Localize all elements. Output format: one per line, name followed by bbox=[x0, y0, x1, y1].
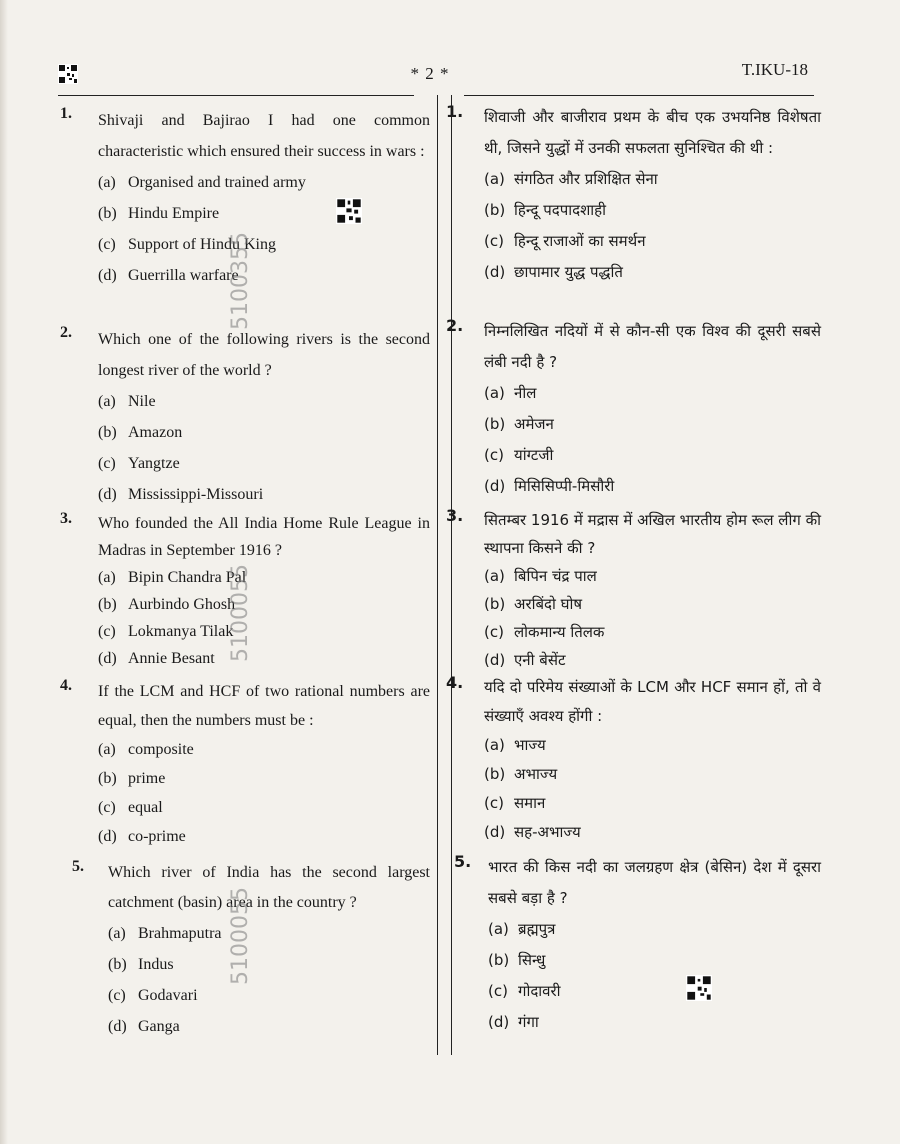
question-text: Which one of the following rivers is the second longest river of the world ? bbox=[98, 331, 430, 379]
options bbox=[98, 167, 430, 291]
question-number: 5. bbox=[454, 852, 472, 871]
option-c: (c) equal bbox=[98, 799, 163, 816]
option-a: (a) Bipin Chandra Pal bbox=[98, 569, 247, 586]
question-1-hi bbox=[446, 102, 821, 288]
option-b: (b) Amazon bbox=[98, 424, 183, 441]
question-5-hi bbox=[446, 852, 821, 1038]
question-text: शिवाजी और बाजीराव प्रथम के बीच एक उभयनिष्ठ विशेषता थी, जिसने युद्धों में उनकी सफलता सुनिश्चित की थी : bbox=[484, 108, 821, 157]
option-a: (a) भाज्य bbox=[484, 736, 546, 754]
qr-code-icon bbox=[686, 975, 712, 1001]
option-d: (d) गंगा bbox=[488, 1013, 539, 1031]
question-number: 1. bbox=[60, 105, 72, 122]
options bbox=[488, 914, 821, 1038]
page-header bbox=[58, 60, 808, 90]
option-d: (d) Guerrilla warfare bbox=[98, 267, 239, 284]
option-a: (a) नील bbox=[484, 384, 537, 402]
option-b: (b) सिन्धु bbox=[488, 951, 546, 969]
options bbox=[98, 735, 430, 851]
page-number: * 2 * bbox=[410, 64, 450, 83]
paper-code: T.IKU-18 bbox=[741, 60, 808, 79]
options bbox=[98, 564, 430, 672]
options bbox=[484, 562, 821, 674]
option-c: (c) Yangtze bbox=[98, 455, 180, 472]
qr-code-icon bbox=[336, 198, 362, 224]
question-text: सितम्बर 1916 में मद्रास में अखिल भारतीय होम रूल लीग की स्थापना किसने की ? bbox=[484, 511, 821, 557]
question-text: Shivaji and Bajirao I had one common characteristic which ensured their success in wars : bbox=[98, 112, 430, 160]
question-number: 4. bbox=[446, 673, 464, 692]
options bbox=[484, 378, 821, 502]
options bbox=[98, 386, 430, 510]
question-number: 5. bbox=[72, 858, 84, 875]
serial-watermark: 5100055 bbox=[228, 887, 253, 985]
option-c: (c) Support of Hindu King bbox=[98, 236, 276, 253]
question-3-hi bbox=[446, 506, 821, 674]
option-a: (a) संगठित और प्रशिक्षित सेना bbox=[484, 170, 658, 188]
option-c: (c) Lokmanya Tilak bbox=[98, 623, 234, 640]
question-number: 2. bbox=[60, 324, 72, 341]
option-d: (d) co-prime bbox=[98, 828, 186, 845]
option-c: (c) Godavari bbox=[108, 987, 198, 1004]
question-text: भारत की किस नदी का जलग्रहण क्षेत्र (बेसिन) देश में दूसरा सबसे बड़ा है ? bbox=[488, 858, 821, 907]
option-b: (b) अरबिंदो घोष bbox=[484, 595, 583, 613]
option-a: (a) Nile bbox=[98, 393, 156, 410]
question-2-hi bbox=[446, 316, 821, 502]
qr-code-icon bbox=[58, 64, 78, 84]
question-text: निम्नलिखित नदियों में से कौन-सी एक विश्व की दूसरी सबसे लंबी नदी है ? bbox=[484, 322, 821, 371]
header-rule-right bbox=[464, 95, 814, 96]
page-edge bbox=[0, 0, 8, 1144]
option-b: (b) Aurbindo Ghosh bbox=[98, 596, 236, 613]
option-b: (b) Indus bbox=[108, 956, 174, 973]
option-a: (a) Brahmaputra bbox=[108, 925, 222, 942]
options bbox=[484, 164, 821, 288]
option-d: (d) छापामार युद्ध पद्धति bbox=[484, 263, 623, 281]
option-c: (c) गोदावरी bbox=[488, 982, 561, 1000]
option-d: (d) सह-अभाज्य bbox=[484, 823, 581, 841]
option-b: (b) अभाज्य bbox=[484, 765, 558, 783]
question-number: 3. bbox=[446, 506, 464, 525]
option-b: (b) prime bbox=[98, 770, 166, 787]
option-c: (c) लोकमान्य तिलक bbox=[484, 623, 605, 641]
option-a: (a) composite bbox=[98, 741, 194, 758]
option-d: (d) एनी बेसेंट bbox=[484, 651, 566, 669]
option-c: (c) यांग्टजी bbox=[484, 446, 554, 464]
header-rule-left bbox=[58, 95, 414, 96]
option-c: (c) हिन्दू राजाओं का समर्थन bbox=[484, 232, 646, 250]
question-2-en bbox=[60, 324, 430, 510]
question-number: 4. bbox=[60, 677, 72, 694]
question-text: यदि दो परिमेय संख्याओं के LCM और HCF समान हों, तो वे संख्याएँ अवश्य होंगी : bbox=[484, 678, 821, 725]
column-divider bbox=[437, 95, 438, 1055]
option-b: (b) हिन्दू पदपादशाही bbox=[484, 201, 607, 219]
question-number: 3. bbox=[60, 510, 72, 527]
option-a: (a) ब्रह्मपुत्र bbox=[488, 920, 556, 938]
option-d: (d) Mississippi-Missouri bbox=[98, 486, 264, 503]
options bbox=[484, 731, 821, 847]
option-b: (b) Hindu Empire bbox=[98, 205, 220, 222]
option-d: (d) Ganga bbox=[108, 1018, 180, 1035]
serial-watermark: 5100355 bbox=[228, 232, 253, 330]
question-text: Who founded the All India Home Rule League in Madras in September 1916 ? bbox=[98, 515, 430, 559]
options bbox=[108, 918, 430, 1042]
question-text: If the LCM and HCF of two rational numbers are equal, then the numbers must be : bbox=[98, 683, 430, 729]
option-c: (c) समान bbox=[484, 794, 546, 812]
question-text: Which river of India has the second largest catchment (basin) area in the country ? bbox=[108, 864, 430, 911]
question-4-hi bbox=[446, 673, 821, 847]
option-d: (d) Annie Besant bbox=[98, 650, 215, 667]
question-number: 2. bbox=[446, 316, 464, 335]
option-d: (d) मिसिसिप्पी-मिसौरी bbox=[484, 477, 615, 495]
question-4-en bbox=[60, 677, 430, 851]
serial-watermark: 5100055 bbox=[228, 564, 253, 662]
option-a: (a) Organised and trained army bbox=[98, 174, 306, 191]
question-number: 1. bbox=[446, 102, 464, 121]
option-a: (a) बिपिन चंद्र पाल bbox=[484, 567, 597, 585]
option-b: (b) अमेजन bbox=[484, 415, 554, 433]
